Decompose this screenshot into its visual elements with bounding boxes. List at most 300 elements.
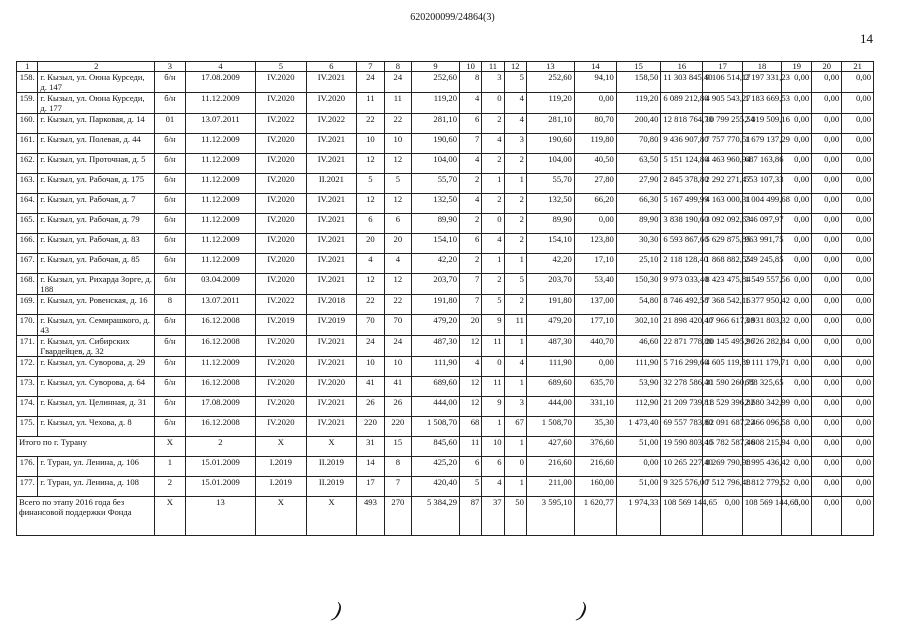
- table-cell: 24: [357, 336, 384, 357]
- table-cell: 0,00: [782, 477, 812, 497]
- table-cell: 9: [482, 397, 504, 417]
- table-cell: 89,90: [526, 214, 574, 234]
- table-cell: 2 680 342,99: [742, 397, 781, 417]
- table-cell: 7: [460, 134, 482, 154]
- table-cell: 11 303 845,40: [661, 72, 703, 93]
- table-cell: 425,20: [412, 457, 460, 477]
- table-cell: 216,60: [526, 457, 574, 477]
- column-number: 9: [412, 62, 460, 72]
- table-cell: 9 436 907,80: [661, 134, 703, 154]
- table-cell: 2 118 128,40: [661, 254, 703, 274]
- table-cell: 1: [504, 437, 526, 457]
- table-cell: 0,00: [842, 194, 874, 214]
- table-cell: 111,90: [526, 357, 574, 377]
- table-cell: 70,80: [616, 134, 661, 154]
- table-cell: 22: [384, 295, 411, 315]
- table-cell: 493: [357, 497, 384, 536]
- column-number: 20: [812, 62, 842, 72]
- table-cell: 173.: [17, 377, 38, 397]
- table-cell: 479,20: [526, 315, 574, 336]
- table-cell: 24: [384, 72, 411, 93]
- table-cell: 51,00: [616, 477, 661, 497]
- table-cell: г. Кызыл, ул. Оюна Курседи, д. 147: [38, 72, 155, 93]
- column-number: 11: [482, 62, 504, 72]
- table-cell: 635,70: [574, 377, 616, 397]
- table-cell: 0,00: [782, 72, 812, 93]
- table-cell: 46,60: [616, 336, 661, 357]
- table-cell: 41: [357, 377, 384, 397]
- table-cell: IV.2021: [306, 254, 357, 274]
- table-cell: 16.12.2008: [185, 417, 255, 437]
- table-cell: 42,20: [526, 254, 574, 274]
- table-cell: 13.07.2011: [185, 114, 255, 134]
- table-cell: 2 292 271,47: [703, 174, 742, 194]
- column-number: 7: [357, 62, 384, 72]
- table-cell: 1 620,77: [574, 497, 616, 536]
- table-cell: 1 549 557,56: [742, 274, 781, 295]
- table-row: [17, 93, 874, 114]
- table-cell: 2: [482, 194, 504, 214]
- table-cell: 12: [460, 377, 482, 397]
- table-cell: 177.: [17, 477, 38, 497]
- table-cell: 22: [384, 114, 411, 134]
- table-cell: 8: [384, 457, 411, 477]
- table-cell: г. Кызыл, ул. Рабочая, д. 7: [38, 194, 155, 214]
- table-cell: 1: [482, 174, 504, 194]
- table-cell: 0,00: [812, 477, 842, 497]
- table-cell: 2: [504, 295, 526, 315]
- table-cell: IV.2019: [256, 315, 307, 336]
- table-cell: 19 590 803,40: [661, 437, 703, 457]
- table-cell: 176.: [17, 457, 38, 477]
- table-cell: 1 508,70: [526, 417, 574, 437]
- table-cell: 0,00: [812, 114, 842, 134]
- table-cell: 16.12.2008: [185, 377, 255, 397]
- table-cell: 22 871 778,80: [661, 336, 703, 357]
- table-cell: 68: [460, 417, 482, 437]
- table-cell: 12: [384, 274, 411, 295]
- table-cell: 160,00: [574, 477, 616, 497]
- table-cell: 5 384,29: [412, 497, 460, 536]
- table-cell: IV.2022: [306, 114, 357, 134]
- table-cell: 14: [357, 457, 384, 477]
- column-number: 5: [256, 62, 307, 72]
- table-cell: 21 209 739,81: [661, 397, 703, 417]
- table-cell: 10: [357, 134, 384, 154]
- table-cell: 845,60: [412, 437, 460, 457]
- table-cell: 1: [482, 254, 504, 274]
- table-cell: 2: [504, 194, 526, 214]
- table-cell: 0,00: [782, 295, 812, 315]
- table-cell: б/н: [154, 214, 185, 234]
- table-cell: 7 757 770,51: [703, 134, 742, 154]
- table-cell: 0,00: [842, 357, 874, 377]
- table-cell: 30,30: [616, 234, 661, 254]
- table-cell: б/н: [154, 154, 185, 174]
- table-cell: 1: [504, 174, 526, 194]
- table-cell: 444,00: [412, 397, 460, 417]
- table-cell: 166.: [17, 234, 38, 254]
- table-cell: 50: [504, 497, 526, 536]
- table-cell: 0,00: [782, 437, 812, 457]
- table-cell: 220: [357, 417, 384, 437]
- table-cell: IV.2020: [306, 377, 357, 397]
- column-number: 15: [616, 62, 661, 72]
- table-cell: IV.2020: [256, 336, 307, 357]
- table-cell: Всего по этапу 2016 года без финансовой поддержки Фонда: [17, 497, 155, 536]
- table-cell: г. Туран, ул. Ленина, д. 108: [38, 477, 155, 497]
- table-cell: 161.: [17, 134, 38, 154]
- table-cell: 281,10: [412, 114, 460, 134]
- table-cell: 302,10: [616, 315, 661, 336]
- table-cell: 53,90: [616, 377, 661, 397]
- table-cell: 1 995 436,42: [742, 457, 781, 477]
- table-cell: 0,00: [782, 417, 812, 437]
- table-cell: 376,60: [574, 437, 616, 457]
- table-cell: 0,00: [782, 357, 812, 377]
- table-cell: 5 716 299,60: [661, 357, 703, 377]
- table-cell: 01: [154, 114, 185, 134]
- table-cell: 0,00: [842, 254, 874, 274]
- table-cell: 25,10: [616, 254, 661, 274]
- signature-mark: ): [331, 596, 344, 623]
- table-cell: 11.12.2009: [185, 93, 255, 114]
- table-cell: IV.2020: [256, 397, 307, 417]
- table-cell: 11.12.2009: [185, 194, 255, 214]
- table-cell: 2 019 509,16: [742, 114, 781, 134]
- table-cell: 1 183 669,53: [742, 93, 781, 114]
- table-cell: 6 593 867,60: [661, 234, 703, 254]
- table-cell: 11: [357, 93, 384, 114]
- table-cell: 0,00: [812, 315, 842, 336]
- table-cell: 0,00: [842, 497, 874, 536]
- table-cell: 4: [482, 477, 504, 497]
- column-number: 16: [661, 62, 703, 72]
- table-row: [17, 315, 874, 336]
- table-cell: 42,20: [412, 254, 460, 274]
- table-cell: 7 368 542,16: [703, 295, 742, 315]
- table-cell: IV.2022: [256, 114, 307, 134]
- table-cell: 10: [384, 357, 411, 377]
- table-cell: 26: [357, 397, 384, 417]
- table-cell: 2 726 282,84: [742, 336, 781, 357]
- table-cell: 3: [482, 72, 504, 93]
- table-cell: б/н: [154, 315, 185, 336]
- table-cell: 132,50: [526, 194, 574, 214]
- table-cell: 0,00: [842, 72, 874, 93]
- table-cell: IV.2020: [256, 254, 307, 274]
- table-cell: 444,00: [526, 397, 574, 417]
- table-cell: 10 799 255,54: [703, 114, 742, 134]
- table-cell: г. Кызыл, ул. Проточная, д. 5: [38, 154, 155, 174]
- table-cell: 167.: [17, 254, 38, 274]
- table-cell: 35,30: [574, 417, 616, 437]
- table-cell: 11.12.2009: [185, 214, 255, 234]
- table-cell: 0,00: [842, 93, 874, 114]
- table-cell: г. Кызыл, ул. Рабочая, д. 175: [38, 174, 155, 194]
- table-cell: 427,60: [526, 437, 574, 457]
- table-cell: 15: [384, 437, 411, 457]
- table-cell: 112,90: [616, 397, 661, 417]
- table-cell: 0,00: [842, 437, 874, 457]
- table-cell: 5: [384, 174, 411, 194]
- table-cell: 4: [504, 93, 526, 114]
- table-cell: 5: [482, 295, 504, 315]
- table-cell: 03.04.2009: [185, 274, 255, 295]
- table-cell: 17.08.2009: [185, 397, 255, 417]
- table-cell: 252,60: [412, 72, 460, 93]
- table-cell: 0,00: [782, 377, 812, 397]
- table-cell: 2: [185, 437, 255, 457]
- table-cell: 3 092 092,63: [703, 214, 742, 234]
- table-row: [17, 295, 874, 315]
- table-cell: б/н: [154, 234, 185, 254]
- column-number: 17: [703, 62, 742, 72]
- table-cell: 15.01.2009: [185, 457, 255, 477]
- table-row: [17, 274, 874, 295]
- table-cell: 2: [504, 234, 526, 254]
- table-cell: 104,00: [412, 154, 460, 174]
- table-cell: 12: [384, 194, 411, 214]
- table-cell: 5 629 875,85: [703, 234, 742, 254]
- table-cell: 689,60: [526, 377, 574, 397]
- column-number: 1: [17, 62, 38, 72]
- table-cell: 17.08.2009: [185, 72, 255, 93]
- table-cell: 158,50: [616, 72, 661, 93]
- table-cell: 4 463 960,94: [703, 154, 742, 174]
- table-cell: 0,00: [812, 397, 842, 417]
- table-cell: 4 905 543,27: [703, 93, 742, 114]
- table-cell: 0,00: [812, 357, 842, 377]
- table-cell: 1: [482, 417, 504, 437]
- table-cell: 12: [460, 336, 482, 357]
- table-cell: 0,00: [782, 315, 812, 336]
- table-cell: 70: [384, 315, 411, 336]
- table-cell: IV.2020: [256, 377, 307, 397]
- table-cell: 119,20: [412, 93, 460, 114]
- table-row: [17, 254, 874, 274]
- table-cell: 2: [482, 114, 504, 134]
- table-cell: X: [256, 497, 307, 536]
- table-cell: 111,90: [616, 357, 661, 377]
- table-cell: 26: [384, 397, 411, 417]
- table-cell: 94,10: [574, 72, 616, 93]
- table-cell: б/н: [154, 72, 185, 93]
- table-cell: 13: [185, 497, 255, 536]
- table-cell: 0,00: [574, 93, 616, 114]
- table-cell: 0,00: [812, 214, 842, 234]
- table-cell: 20: [460, 315, 482, 336]
- table-cell: 0,00: [812, 72, 842, 93]
- table-cell: 0,00: [842, 397, 874, 417]
- table-cell: 1: [504, 477, 526, 497]
- table-cell: 62 091 687,22: [703, 417, 742, 437]
- table-cell: IV.2020: [256, 154, 307, 174]
- table-cell: 165.: [17, 214, 38, 234]
- table-cell: 2: [482, 274, 504, 295]
- table-cell: 80,70: [574, 114, 616, 134]
- table-cell: 479,20: [412, 315, 460, 336]
- column-number: 12: [504, 62, 526, 72]
- table-cell: 15 782 587,46: [703, 437, 742, 457]
- table-cell: 170.: [17, 315, 38, 336]
- table-row: [17, 397, 874, 417]
- table-cell: 20: [384, 234, 411, 254]
- column-number: 21: [842, 62, 874, 72]
- table-cell: 111,90: [412, 357, 460, 377]
- table-cell: IV.2020: [256, 93, 307, 114]
- table-cell: 1 004 499,68: [742, 194, 781, 214]
- table-cell: б/н: [154, 397, 185, 417]
- table-cell: 2: [504, 214, 526, 234]
- table-cell: 11.12.2009: [185, 174, 255, 194]
- table-cell: г. Кызыл, ул. Рабочая, д. 83: [38, 234, 155, 254]
- table-cell: 0,00: [782, 497, 812, 536]
- table-cell: 191,80: [412, 295, 460, 315]
- table-cell: 2: [460, 214, 482, 234]
- table-cell: IV.2021: [306, 357, 357, 377]
- table-cell: 4: [460, 357, 482, 377]
- table-cell: 154,10: [526, 234, 574, 254]
- table-cell: 0,00: [812, 457, 842, 477]
- table-cell: 24: [384, 336, 411, 357]
- table-cell: 137,00: [574, 295, 616, 315]
- table-cell: IV.2021: [306, 134, 357, 154]
- table-cell: 4: [460, 154, 482, 174]
- table-cell: 13.07.2011: [185, 295, 255, 315]
- table-cell: 487,30: [526, 336, 574, 357]
- table-row: [17, 154, 874, 174]
- table-cell: 31 590 260,75: [703, 377, 742, 397]
- table-cell: 21 898 420,40: [661, 315, 703, 336]
- table-cell: X: [256, 437, 307, 457]
- table-cell: 4: [482, 134, 504, 154]
- table-cell: 0,00: [812, 417, 842, 437]
- table-cell: 5: [504, 72, 526, 93]
- table-cell: г. Кызыл, ул. Парковая, д. 14: [38, 114, 155, 134]
- table-cell: 963 991,75: [742, 234, 781, 254]
- table-cell: 1 473,40: [616, 417, 661, 437]
- table-cell: 4: [504, 114, 526, 134]
- table-cell: 67: [504, 417, 526, 437]
- table-cell: 17 966 617,08: [703, 315, 742, 336]
- table-cell: 8 423 475,84: [703, 274, 742, 295]
- table-cell: 0,00: [812, 93, 842, 114]
- table-cell: 0,00: [782, 234, 812, 254]
- housing-register-table: [16, 61, 874, 536]
- table-cell: 53,40: [574, 274, 616, 295]
- table-cell: 220: [384, 417, 411, 437]
- table-cell: 108 569 144,65: [661, 497, 703, 536]
- table-cell: 51,00: [616, 437, 661, 457]
- table-cell: 69 557 783,80: [661, 417, 703, 437]
- table-cell: 211,00: [526, 477, 574, 497]
- table-cell: 1 679 137,29: [742, 134, 781, 154]
- signature-mark: ): [576, 596, 589, 623]
- table-cell: 553 107,33: [742, 174, 781, 194]
- table-cell: 40,50: [574, 154, 616, 174]
- table-cell: 172.: [17, 357, 38, 377]
- table-cell: 70: [357, 315, 384, 336]
- table-cell: 11.12.2009: [185, 154, 255, 174]
- table-cell: 0,00: [782, 174, 812, 194]
- table-cell: 89,90: [616, 214, 661, 234]
- table-cell: X: [154, 437, 185, 457]
- table-cell: 6: [357, 214, 384, 234]
- table-cell: 175.: [17, 417, 38, 437]
- table-cell: г. Кызыл, ул. Семирашкого, д. 43: [38, 315, 155, 336]
- table-cell: 0,00: [842, 214, 874, 234]
- table-cell: г. Кызыл, ул. Полевая, д. 44: [38, 134, 155, 154]
- table-cell: 0,00: [812, 295, 842, 315]
- table-cell: 10: [384, 134, 411, 154]
- table-cell: 10: [482, 437, 504, 457]
- table-cell: 688 325,65: [742, 377, 781, 397]
- table-cell: 0,00: [782, 93, 812, 114]
- table-cell: IV.2020: [256, 72, 307, 93]
- table-cell: 2: [154, 477, 185, 497]
- table-cell: 11: [482, 377, 504, 397]
- table-cell: 22: [357, 114, 384, 134]
- table-cell: 6: [460, 457, 482, 477]
- table-cell: 1: [504, 254, 526, 274]
- table-cell: б/н: [154, 336, 185, 357]
- table-cell: 8 746 492,58: [661, 295, 703, 315]
- table-cell: 191,80: [526, 295, 574, 315]
- table-cell: 11: [482, 336, 504, 357]
- table-cell: 1 508,70: [412, 417, 460, 437]
- table-cell: 164.: [17, 194, 38, 214]
- table-cell: 0: [482, 214, 504, 234]
- table-cell: 12: [357, 194, 384, 214]
- table-cell: б/н: [154, 274, 185, 295]
- table-cell: г. Кызыл, ул. Оюна Курседи, д. 177: [38, 93, 155, 114]
- table-cell: 12: [460, 397, 482, 417]
- table-cell: 7 512 796,48: [703, 477, 742, 497]
- table-cell: 190,60: [412, 134, 460, 154]
- table-cell: г. Кызыл, ул. Ровенская, д. 16: [38, 295, 155, 315]
- table-cell: 4 163 000,31: [703, 194, 742, 214]
- table-cell: 689,60: [412, 377, 460, 397]
- table-cell: 37: [482, 497, 504, 536]
- table-cell: 12: [357, 154, 384, 174]
- table-cell: 5: [357, 174, 384, 194]
- table-cell: 0,00: [812, 274, 842, 295]
- column-number: 14: [574, 62, 616, 72]
- table-cell: IV.2020: [306, 93, 357, 114]
- table-cell: X: [154, 497, 185, 536]
- table-cell: 41: [384, 377, 411, 397]
- table-cell: 203,70: [526, 274, 574, 295]
- table-cell: 0,00: [812, 336, 842, 357]
- table-row: [17, 457, 874, 477]
- table-cell: 87: [460, 497, 482, 536]
- page-number: 14: [860, 31, 873, 46]
- table-cell: 0,00: [782, 114, 812, 134]
- table-cell: 0,00: [812, 154, 842, 174]
- table-cell: г. Кызыл, ул. Целинная, д. 31: [38, 397, 155, 417]
- table-cell: 0,00: [842, 174, 874, 194]
- table-cell: г. Кызыл, ул. Суворова, д. 29: [38, 357, 155, 377]
- table-row: [17, 174, 874, 194]
- table-cell: 16.12.2008: [185, 336, 255, 357]
- table-cell: 0,00: [574, 357, 616, 377]
- table-cell: 0: [504, 457, 526, 477]
- table-cell: 252,60: [526, 72, 574, 93]
- table-cell: 3 931 803,32: [742, 315, 781, 336]
- table-cell: 249 245,85: [742, 254, 781, 274]
- table-cell: 11: [460, 437, 482, 457]
